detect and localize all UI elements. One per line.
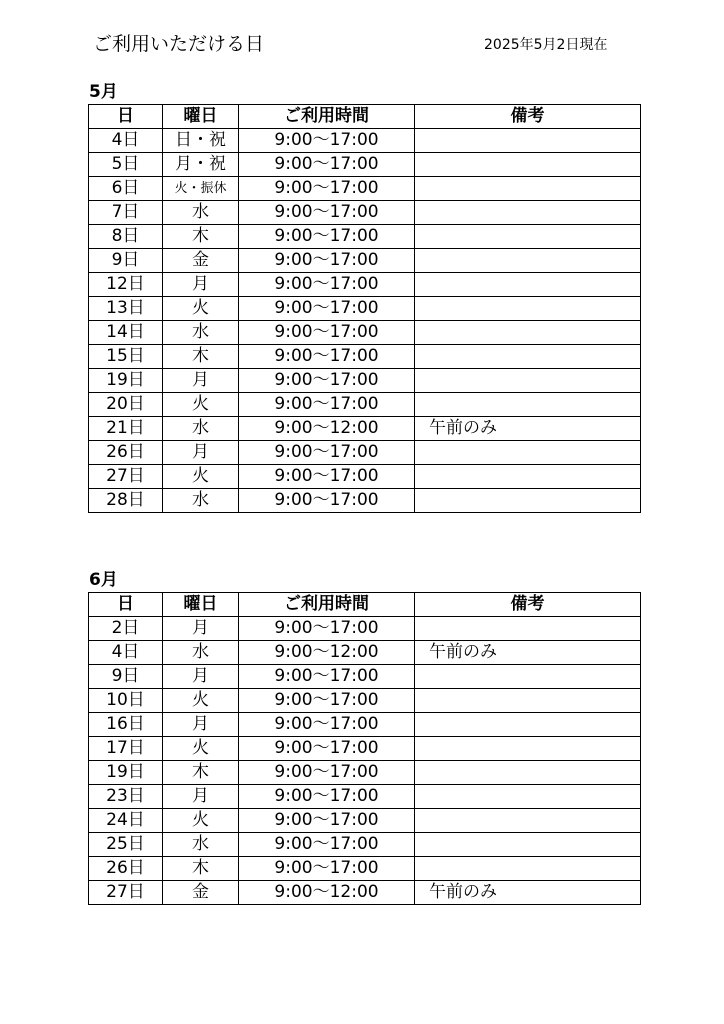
weekday-cell: 火	[163, 689, 239, 713]
weekday-cell: 月	[163, 665, 239, 689]
hours-cell: 9:00〜17:00	[239, 689, 415, 713]
table-row	[89, 857, 641, 881]
page-title: ご利用いただける日	[93, 33, 265, 55]
day-cell: 20日	[89, 393, 163, 417]
table-row	[89, 393, 641, 417]
day-cell: 12日	[89, 273, 163, 297]
day-cell: 4日	[89, 641, 163, 665]
hours-cell: 9:00〜17:00	[239, 297, 415, 321]
hours-cell: 9:00〜17:00	[239, 489, 415, 513]
hours-cell: 9:00〜17:00	[239, 441, 415, 465]
hours-cell: 9:00〜17:00	[239, 345, 415, 369]
table-row	[89, 833, 641, 857]
day-cell: 24日	[89, 809, 163, 833]
schedule-table-may	[88, 104, 641, 513]
day-cell: 28日	[89, 489, 163, 513]
note-cell	[415, 737, 641, 761]
as-of-date: 2025年5月2日現在	[484, 37, 608, 53]
weekday-cell: 月	[163, 713, 239, 737]
weekday-cell: 火	[163, 809, 239, 833]
table-row	[89, 273, 641, 297]
note-cell	[415, 345, 641, 369]
column-header-weekday: 曜日	[163, 105, 239, 129]
table-row	[89, 129, 641, 153]
note-cell	[415, 273, 641, 297]
weekday-cell: 水	[163, 833, 239, 857]
day-cell: 2日	[89, 617, 163, 641]
column-header-note: 備考	[415, 593, 641, 617]
weekday-cell: 日・祝	[163, 129, 239, 153]
day-cell: 19日	[89, 369, 163, 393]
note-cell	[415, 393, 641, 417]
table-row	[89, 369, 641, 393]
hours-cell: 9:00〜17:00	[239, 369, 415, 393]
weekday-cell: 火	[163, 393, 239, 417]
day-cell: 19日	[89, 761, 163, 785]
hours-cell: 9:00〜17:00	[239, 833, 415, 857]
day-cell: 9日	[89, 249, 163, 273]
hours-cell: 9:00〜17:00	[239, 809, 415, 833]
day-cell: 27日	[89, 465, 163, 489]
table-row	[89, 321, 641, 345]
day-cell: 13日	[89, 297, 163, 321]
month-heading-may: 5月	[89, 82, 118, 102]
table-row	[89, 809, 641, 833]
weekday-cell: 火	[163, 737, 239, 761]
hours-cell: 9:00〜17:00	[239, 761, 415, 785]
weekday-cell: 火	[163, 465, 239, 489]
weekday-cell: 月	[163, 785, 239, 809]
day-cell: 7日	[89, 201, 163, 225]
weekday-cell: 木	[163, 761, 239, 785]
note-cell	[415, 833, 641, 857]
day-cell: 17日	[89, 737, 163, 761]
note-cell	[415, 153, 641, 177]
table-row	[89, 713, 641, 737]
hours-cell: 9:00〜17:00	[239, 617, 415, 641]
weekday-cell: 水	[163, 201, 239, 225]
note-cell	[415, 441, 641, 465]
hours-cell: 9:00〜17:00	[239, 321, 415, 345]
note-cell	[415, 465, 641, 489]
hours-cell: 9:00〜17:00	[239, 713, 415, 737]
note-cell: 午前のみ	[415, 881, 641, 905]
table-row	[89, 617, 641, 641]
hours-cell: 9:00〜17:00	[239, 785, 415, 809]
note-cell	[415, 249, 641, 273]
table-row	[89, 225, 641, 249]
day-cell: 23日	[89, 785, 163, 809]
weekday-cell: 月	[163, 369, 239, 393]
day-cell: 21日	[89, 417, 163, 441]
column-header-hours: ご利用時間	[239, 593, 415, 617]
hours-cell: 9:00〜12:00	[239, 881, 415, 905]
weekday-cell: 月・祝	[163, 153, 239, 177]
weekday-cell: 水	[163, 321, 239, 345]
note-cell: 午前のみ	[415, 417, 641, 441]
day-cell: 14日	[89, 321, 163, 345]
day-cell: 26日	[89, 441, 163, 465]
weekday-cell: 木	[163, 345, 239, 369]
day-cell: 6日	[89, 177, 163, 201]
hours-cell: 9:00〜17:00	[239, 249, 415, 273]
table-row	[89, 489, 641, 513]
hours-cell: 9:00〜12:00	[239, 417, 415, 441]
schedule-table-june	[88, 592, 641, 905]
hours-cell: 9:00〜17:00	[239, 201, 415, 225]
hours-cell: 9:00〜12:00	[239, 641, 415, 665]
note-cell	[415, 225, 641, 249]
hours-cell: 9:00〜17:00	[239, 737, 415, 761]
table-row	[89, 785, 641, 809]
hours-cell: 9:00〜17:00	[239, 465, 415, 489]
weekday-cell: 木	[163, 225, 239, 249]
note-cell	[415, 857, 641, 881]
table-row	[89, 441, 641, 465]
day-cell: 16日	[89, 713, 163, 737]
table-row	[89, 345, 641, 369]
day-cell: 8日	[89, 225, 163, 249]
day-cell: 15日	[89, 345, 163, 369]
day-cell: 5日	[89, 153, 163, 177]
day-cell: 10日	[89, 689, 163, 713]
note-cell	[415, 177, 641, 201]
note-cell: 午前のみ	[415, 641, 641, 665]
weekday-cell: 火	[163, 297, 239, 321]
month-heading-june: 6月	[89, 570, 118, 590]
day-cell: 4日	[89, 129, 163, 153]
note-cell	[415, 297, 641, 321]
weekday-cell: 月	[163, 617, 239, 641]
weekday-cell: 水	[163, 641, 239, 665]
table-row	[89, 249, 641, 273]
note-cell	[415, 809, 641, 833]
column-header-day: 日	[89, 105, 163, 129]
table-row	[89, 297, 641, 321]
table-row	[89, 665, 641, 689]
hours-cell: 9:00〜17:00	[239, 153, 415, 177]
note-cell	[415, 321, 641, 345]
hours-cell: 9:00〜17:00	[239, 129, 415, 153]
table-row	[89, 177, 641, 201]
table-header-row	[89, 105, 641, 129]
hours-cell: 9:00〜17:00	[239, 665, 415, 689]
table-row	[89, 761, 641, 785]
weekday-cell: 水	[163, 417, 239, 441]
table-row	[89, 737, 641, 761]
column-header-hours: ご利用時間	[239, 105, 415, 129]
column-header-note: 備考	[415, 105, 641, 129]
hours-cell: 9:00〜17:00	[239, 857, 415, 881]
note-cell	[415, 689, 641, 713]
table-row	[89, 881, 641, 905]
hours-cell: 9:00〜17:00	[239, 393, 415, 417]
table-row	[89, 153, 641, 177]
table-row	[89, 689, 641, 713]
day-cell: 26日	[89, 857, 163, 881]
table-row	[89, 417, 641, 441]
note-cell	[415, 489, 641, 513]
table-header-row	[89, 593, 641, 617]
weekday-cell: 水	[163, 489, 239, 513]
column-header-weekday: 曜日	[163, 593, 239, 617]
note-cell	[415, 761, 641, 785]
note-cell	[415, 369, 641, 393]
weekday-cell: 木	[163, 857, 239, 881]
weekday-cell: 金	[163, 881, 239, 905]
column-header-day: 日	[89, 593, 163, 617]
table-row	[89, 641, 641, 665]
hours-cell: 9:00〜17:00	[239, 273, 415, 297]
hours-cell: 9:00〜17:00	[239, 177, 415, 201]
weekday-cell: 月	[163, 273, 239, 297]
note-cell	[415, 785, 641, 809]
note-cell	[415, 129, 641, 153]
weekday-cell: 火・振休	[163, 177, 239, 201]
weekday-cell: 月	[163, 441, 239, 465]
day-cell: 27日	[89, 881, 163, 905]
table-row	[89, 465, 641, 489]
weekday-cell: 金	[163, 249, 239, 273]
note-cell	[415, 665, 641, 689]
day-cell: 9日	[89, 665, 163, 689]
hours-cell: 9:00〜17:00	[239, 225, 415, 249]
note-cell	[415, 617, 641, 641]
table-row	[89, 201, 641, 225]
day-cell: 25日	[89, 833, 163, 857]
note-cell	[415, 201, 641, 225]
note-cell	[415, 713, 641, 737]
